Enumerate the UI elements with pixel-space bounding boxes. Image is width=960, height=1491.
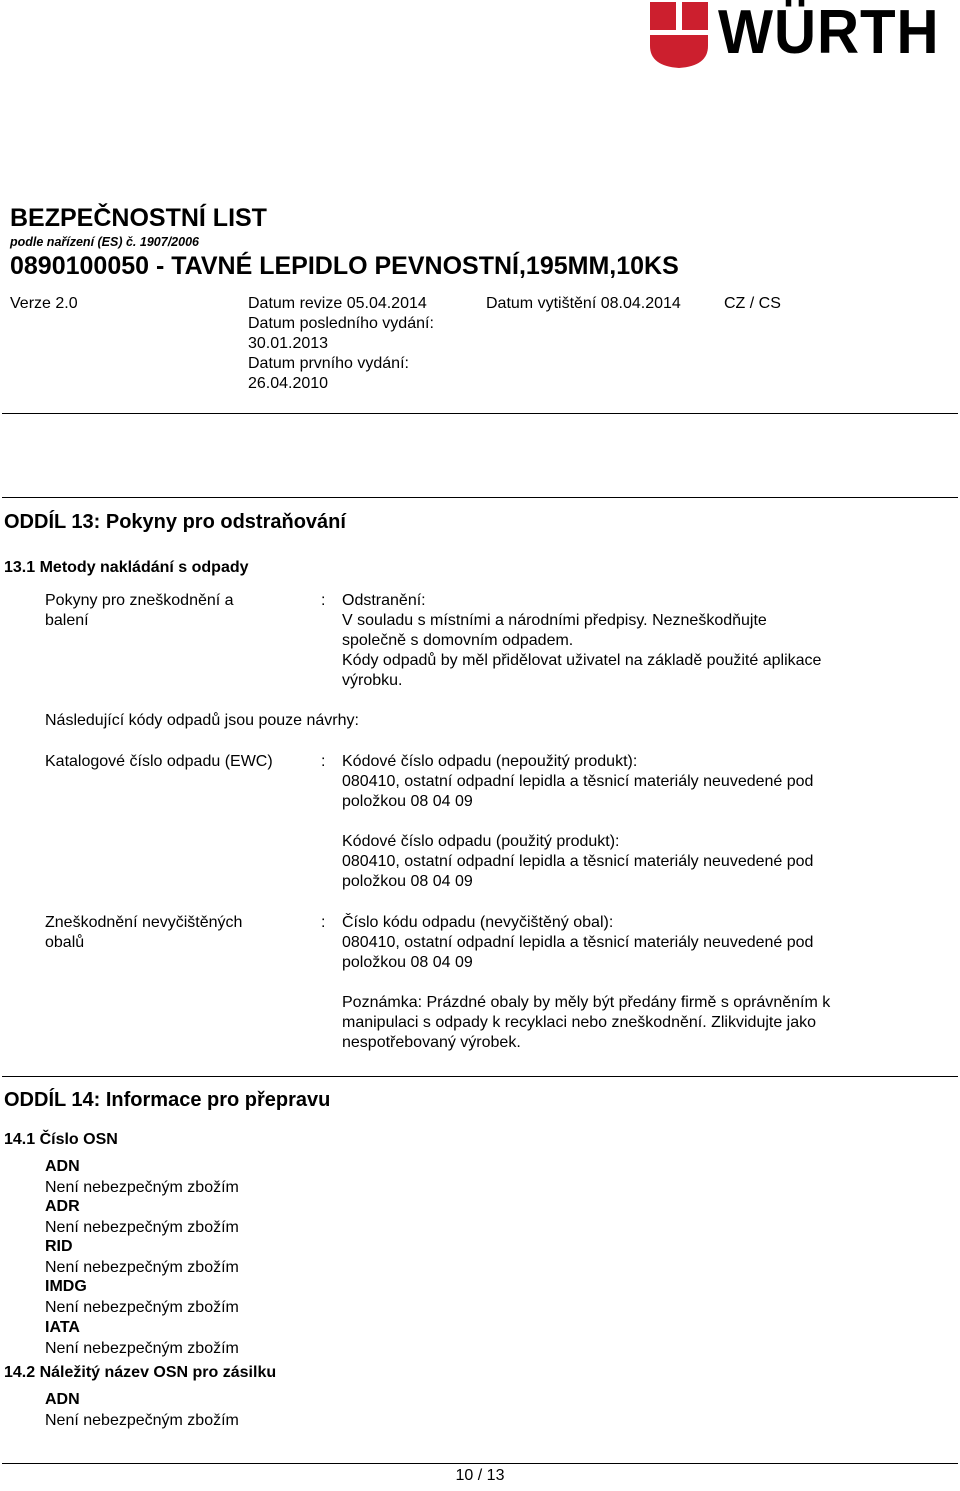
disposal-line: Odstranění: (342, 592, 426, 609)
transport-value: Není nebezpečným zbožím (45, 1179, 239, 1196)
brand-wordmark: WÜRTH (718, 0, 940, 67)
locale: CZ / CS (724, 295, 781, 312)
transport-mode: RID (45, 1238, 73, 1255)
container-code-line: položkou 08 04 09 (342, 954, 473, 971)
transport-mode: IATA (45, 1319, 80, 1336)
disposal-line: výrobku. (342, 672, 403, 689)
section14-divider (2, 1076, 958, 1077)
header-divider (2, 413, 958, 414)
revision-date: Datum revize 05.04.2014 (248, 295, 427, 312)
disposal-line: Kódy odpadů by měl přidělovat uživatel na základě použité aplikace (342, 652, 822, 669)
transport-mode: ADN (45, 1158, 80, 1175)
version: Verze 2.0 (10, 295, 78, 312)
ewc-used-line: položkou 08 04 09 (342, 873, 473, 890)
first-issue-label: Datum prvního vydání: (248, 355, 409, 372)
colon: : (321, 753, 326, 770)
ewc-label: Katalogové číslo odpadu (EWC) (45, 753, 273, 770)
proposal-note: Následující kódy odpadů jsou pouze návrhy: (45, 712, 359, 729)
transport-value: Není nebezpečným zbožím (45, 1299, 239, 1316)
section14-sub2: 14.2 Náležitý název OSN pro zásilku (4, 1364, 277, 1381)
colon: : (321, 914, 326, 931)
transport-value: Není nebezpečným zbožím (45, 1340, 239, 1357)
footer-divider (2, 1463, 958, 1464)
ewc-unused-line: Kódové číslo odpadu (nepoužitý produkt): (342, 753, 638, 770)
last-issue-label: Datum posledního vydání: (248, 315, 434, 332)
packaging-label-2: balení (45, 612, 89, 629)
ewc-unused-line: položkou 08 04 09 (342, 793, 473, 810)
container-note-line: manipulaci s odpady k recyklaci nebo zneškodnění. Zlikvidujte jako (342, 1014, 817, 1031)
disposal-line: V souladu s místními a národními předpisy. Nezneškodňujte (342, 612, 767, 629)
container-note-line: nespotřebovaný výrobek. (342, 1034, 521, 1051)
section14-title: ODDÍL 14: Informace pro přepravu (4, 1089, 331, 1111)
section14-sub1: 14.1 Číslo OSN (4, 1131, 118, 1148)
section13-title: ODDÍL 13: Pokyny pro odstraňování (4, 511, 346, 533)
section13-divider (2, 497, 958, 498)
container-code-line: Číslo kódu odpadu (nevyčištěný obal): (342, 914, 614, 931)
container-code-line: 080410, ostatní odpadní lepidla a těsnicí materiály neuvedené pod (342, 934, 814, 951)
last-issue-date: 30.01.2013 (248, 335, 329, 352)
section13-subtitle: 13.1 Metody nakládání s odpady (4, 559, 249, 576)
transport-mode: ADN (45, 1391, 80, 1408)
first-issue-date: 26.04.2010 (248, 375, 329, 392)
transport-mode: IMDG (45, 1278, 87, 1295)
transport-value: Není nebezpečným zbožím (45, 1259, 239, 1276)
container-note-line: Poznámka: Prázdné obaly by měly být předány firmě s oprávněním k (342, 994, 831, 1011)
regulation-reference: podle nařízení (ES) č. 1907/2006 (10, 235, 199, 249)
ewc-used-line: 080410, ostatní odpadní lepidla a těsnicí materiály neuvedené pod (342, 853, 814, 870)
transport-mode: ADR (45, 1198, 80, 1215)
transport-value: Není nebezpečným zbožím (45, 1219, 239, 1236)
disposal-line: společně s domovním odpadem. (342, 632, 574, 649)
ewc-unused-line: 080410, ostatní odpadní lepidla a těsnicí materiály neuvedené pod (342, 773, 814, 790)
packaging-label-1: Pokyny pro zneškodnění a (45, 592, 234, 609)
ewc-used-line: Kódové číslo odpadu (použitý produkt): (342, 833, 620, 850)
document-title: BEZPEČNOSTNÍ LIST (10, 204, 267, 232)
container-label-2: obalů (45, 934, 85, 951)
container-label-1: Zneškodnění nevyčištěných (45, 914, 243, 931)
colon: : (321, 592, 326, 609)
print-date: Datum vytištění 08.04.2014 (486, 295, 681, 312)
page-number: 10 / 13 (455, 1467, 505, 1484)
transport-value: Není nebezpečným zbožím (45, 1412, 239, 1429)
product-name: 0890100050 - TAVNÉ LEPIDLO PEVNOSTNÍ,195MM,10KS (10, 252, 679, 280)
